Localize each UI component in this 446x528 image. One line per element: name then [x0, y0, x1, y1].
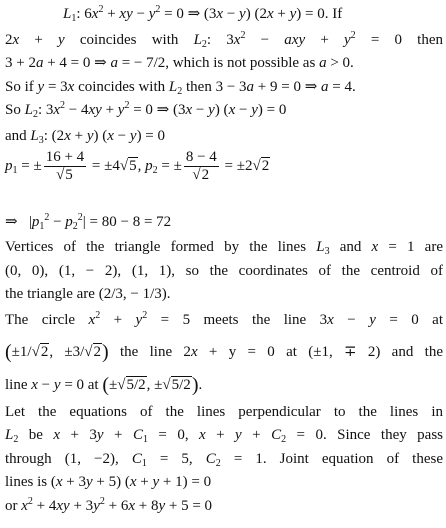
- text-line: $L_1$: $6x^2$ + xy − $y^2 = 0$ ⇒ (3x − y) (2x + y) = 0. If: [63, 4, 343, 24]
- text-line: the triangle are (2/3, − 1/3).: [5, 286, 171, 302]
- text-line: or $x^2 + 4xy + 3y^2 + 6x + 8y + 5 = 0$: [5, 496, 213, 514]
- text-line: 3 + 2a + 4 = 0 ⇒ a = − 7/2, which is not possible as a > 0.: [5, 55, 354, 71]
- text-line: The circle $x^2 + y^2 = 5$ meets the line 3x − y = 0 at: [5, 310, 443, 328]
- text-line: line x − y = 0 at (±√5/2, ±√5/2).: [5, 374, 203, 396]
- text-line: ⇒ $|p_1^2 - p_2^2| = 80 - 8 = 72$: [5, 212, 172, 232]
- text-line: through (1, −2), $C_1 = 5$, $C_2 = 1$. Joint equation of these: [5, 451, 443, 469]
- text-line: lines is (x + 3y + 5) (x + y + 1) = 0: [5, 474, 212, 490]
- text-line: $L_2$ be $x + 3y + C_1 = 0$, $x + y + C_2 = 0$. Since they pass: [5, 427, 443, 445]
- text-line: (0, 0), (1, − 2), (1, 1), so the coordinates of the centroid of: [5, 263, 443, 279]
- text-line: So $L_2$: $3x^2 - 4xy + y^2 = 0$ ⇒ (3x − y) (x − y) = 0: [5, 100, 287, 120]
- text-line: (±1/√2, ±3/√2) the line 2x + y = 0 at (±1, ∓ 2) and the: [5, 341, 443, 363]
- text-line: and $L_3$: (2x + y) (x − y) = 0: [5, 128, 166, 146]
- text-line: Let the equations of the lines perpendicular to the lines in: [5, 404, 443, 420]
- text-line: 2x + y coincides with $L_2$: $3x^2$ − axy + $y^2 = 0$ then: [5, 30, 443, 50]
- equation-line: $p_1$ = ± $\frac{16 + 4}{√5}$ = ±4√5, $p_2$ = ± $\frac{8 - 4}{√2}$ = ±2√2: [5, 149, 270, 183]
- text-line: So if y = 3x coincides with $L_2$ then 3 − 3a + 9 = 0 ⇒ a = 4.: [5, 79, 356, 97]
- text-line: Vertices of the triangle formed by the lines $L_3$ and x = 1 are: [5, 239, 443, 257]
